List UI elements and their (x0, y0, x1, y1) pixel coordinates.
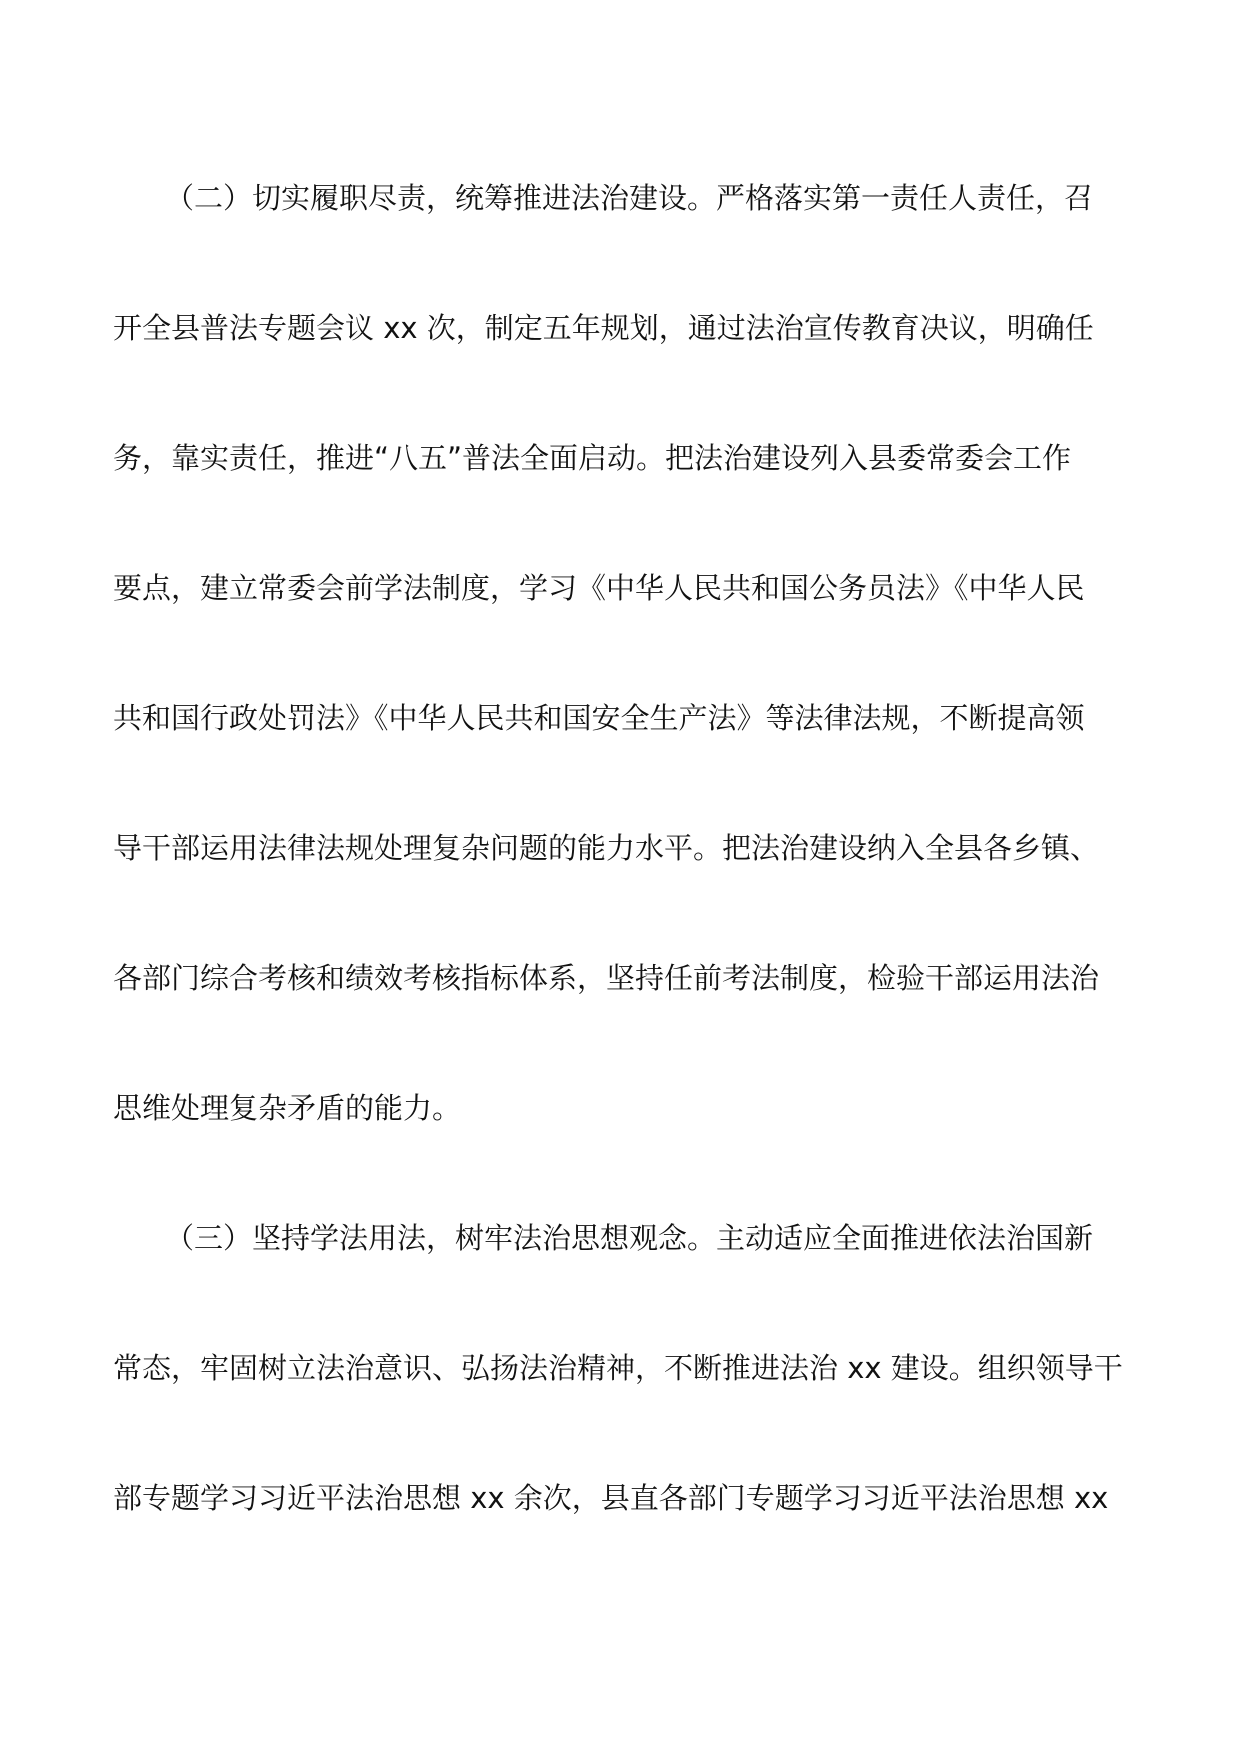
paragraph-2-line-8: 思维处理复杂矛盾的能力。 (113, 1091, 462, 1125)
paragraph-2-line-5: 共和国行政处罚法》《中华人民共和国安全生产法》等法律法规，不断提高领 (113, 701, 1085, 735)
paragraph-2-line-1: （二）切实履职尽责，统筹推进法治建设。严格落实第一责任人责任，召 (165, 181, 1094, 215)
paragraph-2-line-6: 导干部运用法律法规处理复杂问题的能力水平。把法治建设纳入全县各乡镇、 (113, 831, 1100, 865)
paragraph-3-line-1: （三）坚持学法用法，树牢法治思想观念。主动适应全面推进依法治国新 (165, 1221, 1094, 1255)
paragraph-3-line-2: 常态，牢固树立法治意识、弘扬法治精神，不断推进法治 xx 建设。组织领导干 (113, 1351, 1123, 1385)
paragraph-2-line-2: 开全县普法专题会议 xx 次，制定五年规划，通过法治宣传教育决议，明确任 (113, 311, 1094, 345)
paragraph-2-line-4: 要点，建立常委会前学法制度，学习《中华人民共和国公务员法》《中华人民 (113, 571, 1085, 605)
paragraph-3-line-3: 部专题学习习近平法治思想 xx 余次，县直各部门专题学习习近平法治思想 xx (113, 1481, 1109, 1515)
paragraph-2-line-7: 各部门综合考核和绩效考核指标体系，坚持任前考法制度，检验干部运用法治 (113, 961, 1100, 995)
paragraph-2-line-3: 务，靠实责任，推进“八五”普法全面启动。把法治建设列入县委常委会工作 (113, 441, 1072, 475)
